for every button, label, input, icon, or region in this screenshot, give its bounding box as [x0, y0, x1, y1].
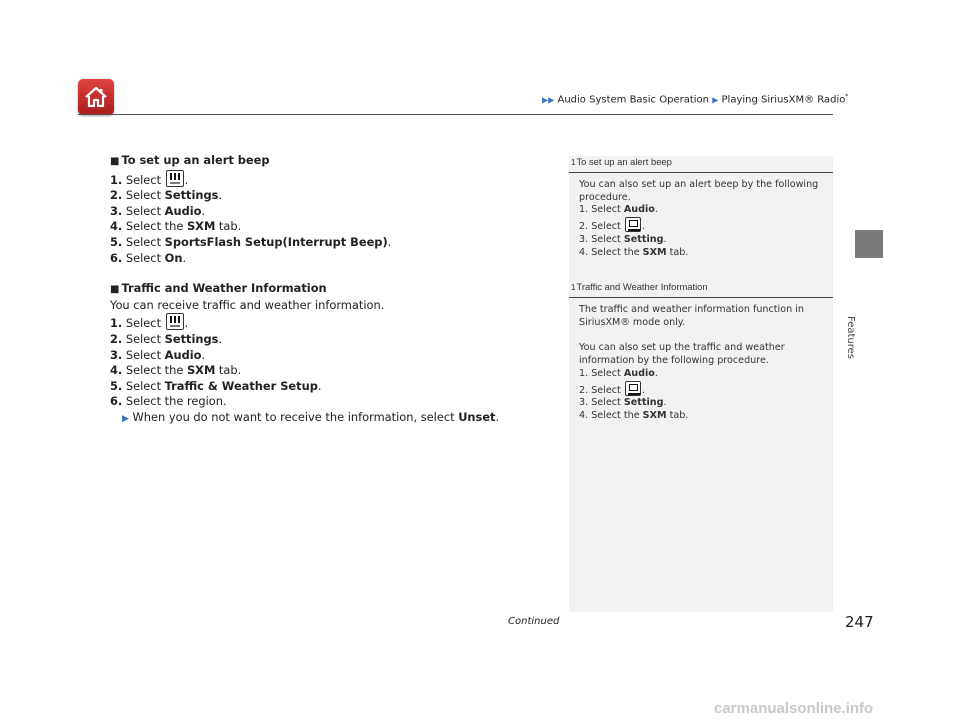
step-item: 6. Select the region. [110, 394, 227, 409]
home-icon[interactable] [166, 170, 184, 187]
continued-label: Continued [508, 616, 560, 627]
breadcrumb-arrow-icon: ▶ [712, 95, 719, 105]
note-title: 1To set up an alert beep [569, 156, 833, 173]
breadcrumb-item[interactable]: Playing SiriusXM® Radio [721, 94, 846, 106]
arrow-icon: ▶ [122, 413, 129, 424]
step-item: 4. Select the SXM tab. [579, 410, 689, 422]
note-text: The traffic and weather information function in SiriusXM® mode only. [579, 303, 804, 328]
home-icon [83, 84, 109, 110]
menu-icon[interactable] [625, 381, 641, 396]
step-item: 5. Select Traffic & Weather Setup. [110, 378, 322, 393]
section-heading: ■ Traffic and Weather Information [110, 281, 327, 296]
step-item: 3. Select Audio. [110, 347, 206, 362]
chapter-label: Features [845, 316, 856, 359]
page-number: 247 [845, 613, 874, 631]
menu-icon[interactable] [625, 217, 641, 232]
steps-list [110, 313, 530, 410]
main-content [110, 153, 530, 428]
step-item: 2. Select . [579, 381, 823, 398]
step-item: 4. Select the SXM tab. [110, 219, 242, 234]
step-item: 2. Select Settings. [110, 188, 223, 203]
watermark: carmanualsonline.info [714, 700, 874, 717]
section-intro: You can receive traffic and weather information. [110, 297, 385, 312]
note-steps [579, 204, 823, 259]
note-text: You can also set up the traffic and weather information by the following procedure. [579, 342, 785, 366]
home-icon[interactable] [166, 313, 184, 330]
steps-list [110, 170, 530, 267]
step-item: 3. Select Setting. [579, 397, 667, 409]
breadcrumb-arrow-icon: ▶▶ [542, 95, 555, 105]
step-item: 1. Select . [110, 170, 530, 189]
note-traffic-weather [569, 281, 833, 423]
square-bullet-icon: ■ [110, 284, 120, 296]
step-item: 1. Select . [110, 313, 530, 332]
note-text: You can also set up an alert beep by the following procedure. [579, 178, 819, 203]
step-item: 1. Select Audio. [579, 204, 658, 216]
step-item: 2. Select Settings. [110, 331, 223, 346]
section-heading: ■ To set up an alert beep [110, 153, 270, 167]
note-steps [579, 368, 823, 423]
square-bullet-icon: ■ [110, 156, 120, 167]
step-item: 2. Select . [579, 217, 823, 234]
header-divider [78, 114, 833, 115]
step-item: 5. Select SportsFlash Setup(Interrupt Beep). [110, 234, 392, 249]
step-item: 3. Select Audio. [110, 203, 206, 218]
breadcrumb-mark: * [845, 93, 849, 100]
sub-note: ▶ When you do not want to receive the information, select Unset. [122, 409, 500, 424]
home-button[interactable] [78, 79, 114, 115]
step-item: 3. Select Setting. [579, 233, 667, 245]
note-alert-beep [569, 156, 833, 260]
note-title: 1Traffic and Weather Information [569, 281, 833, 298]
breadcrumb-item[interactable]: Audio System Basic Operation [557, 94, 709, 106]
step-item: 4. Select the SXM tab. [579, 246, 689, 258]
step-item: 1. Select Audio. [579, 367, 658, 379]
breadcrumb [542, 93, 848, 105]
step-item: 6. Select On. [110, 250, 187, 265]
step-item: 4. Select the SXM tab. [110, 363, 242, 378]
chapter-tab[interactable] [855, 230, 883, 258]
